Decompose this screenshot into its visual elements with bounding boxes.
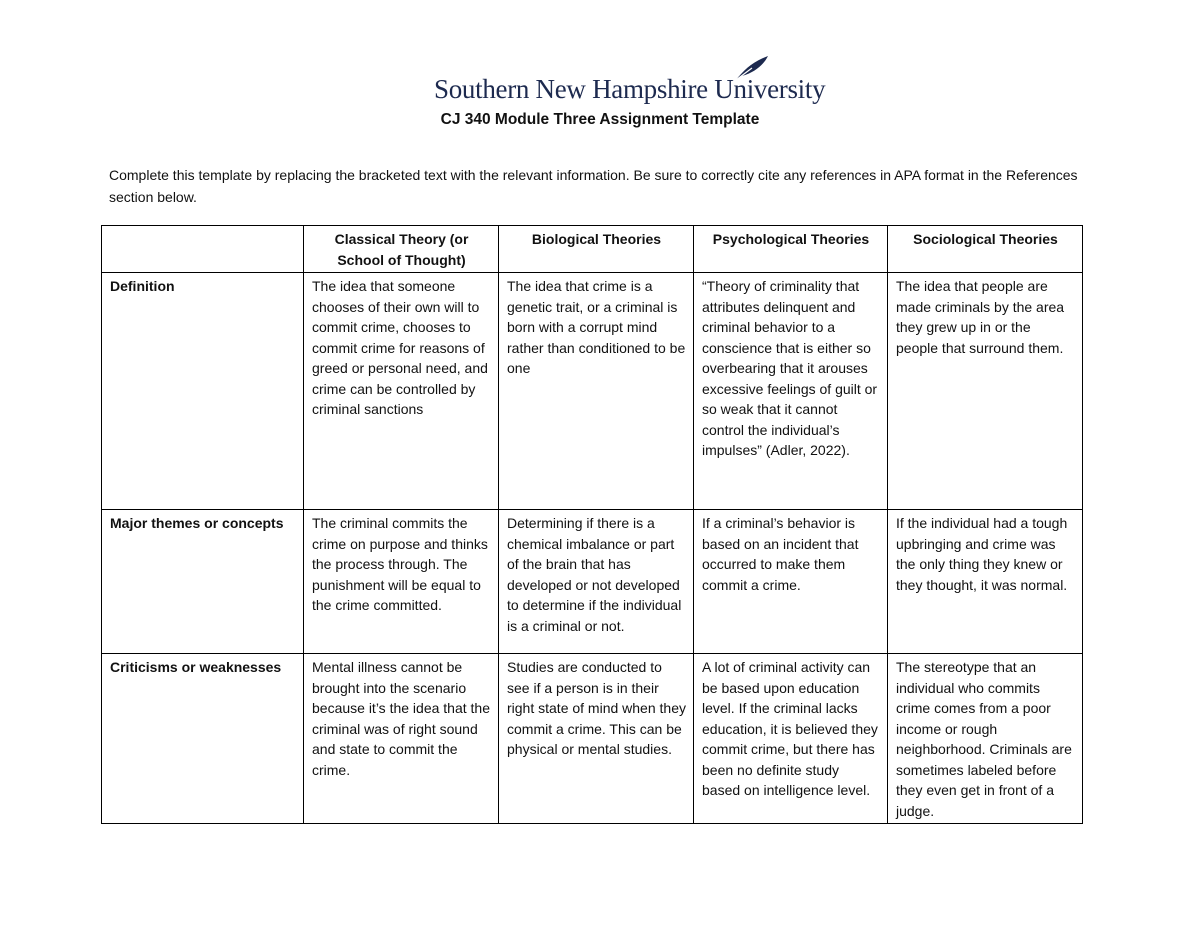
university-logo xyxy=(434,54,826,106)
column-header-psychological: Psychological Theories xyxy=(694,226,888,273)
table-header-row xyxy=(102,226,1083,273)
table-row xyxy=(102,510,1083,654)
table-cell: A lot of criminal activity can be based upon education level. If the criminal lacks education, it is believed they commit crime, but there has been no definite study based on intelligence level. xyxy=(694,654,888,824)
table-cell: Determining if there is a chemical imbalance or part of the brain that has developed or not developed to determine if the individual is a criminal or not. xyxy=(499,510,694,654)
column-header-empty xyxy=(102,226,304,273)
table-cell: The idea that someone chooses of their own will to commit crime, chooses to commit crime for reasons of greed or personal need, and crime can be controlled by criminal sanctions xyxy=(304,273,499,510)
table-cell: Studies are conducted to see if a person is in their right state of mind when they commit a crime. This can be physical or mental studies. xyxy=(499,654,694,824)
table-cell: The criminal commits the crime on purpose and thinks the process through. The punishment will be equal to the crime committed. xyxy=(304,510,499,654)
table-cell: The idea that crime is a genetic trait, or a criminal is born with a corrupt mind rather than conditioned to be one xyxy=(499,273,694,510)
table-cell: “Theory of criminality that attributes delinquent and criminal behavior to a conscience that is either so overbearing that it arouses excessive feelings of guilt or so weak that it cannot control the individual’s impulses” (Adler, 2022). xyxy=(694,273,888,510)
quill-icon xyxy=(734,54,770,82)
university-name: Southern New Hampshire University xyxy=(434,74,826,104)
table-cell: The stereotype that an individual who commits crime comes from a poor income or rough neighborhood. Criminals are sometimes labeled before they even get in front of a judge. xyxy=(888,654,1083,824)
theories-table xyxy=(101,225,1083,824)
table-cell: If a criminal’s behavior is based on an incident that occurred to make them commit a crime. xyxy=(694,510,888,654)
column-header-biological: Biological Theories xyxy=(499,226,694,273)
table-row xyxy=(102,273,1083,510)
instructions-paragraph: Complete this template by replacing the bracketed text with the relevant information. Be sure to correctly cite any references in APA format in the References section below. xyxy=(109,167,1078,205)
column-header-sociological: Sociological Theories xyxy=(888,226,1083,273)
row-header-definition: Definition xyxy=(102,273,304,510)
document-title: CJ 340 Module Three Assignment Template xyxy=(440,111,760,128)
column-header-classical: Classical Theory (or School of Thought) xyxy=(304,226,499,273)
table-cell: If the individual had a tough upbringing and crime was the only thing they knew or they thought, it was normal. xyxy=(888,510,1083,654)
table-cell: Mental illness cannot be brought into the scenario because it’s the idea that the criminal was of right sound and state to commit the crime. xyxy=(304,654,499,824)
table-cell: The idea that people are made criminals by the area they grew up in or the people that surround them. xyxy=(888,273,1083,510)
row-header-major-themes: Major themes or concepts xyxy=(102,510,304,654)
row-header-criticisms: Criticisms or weaknesses xyxy=(102,654,304,824)
table-row xyxy=(102,654,1083,824)
